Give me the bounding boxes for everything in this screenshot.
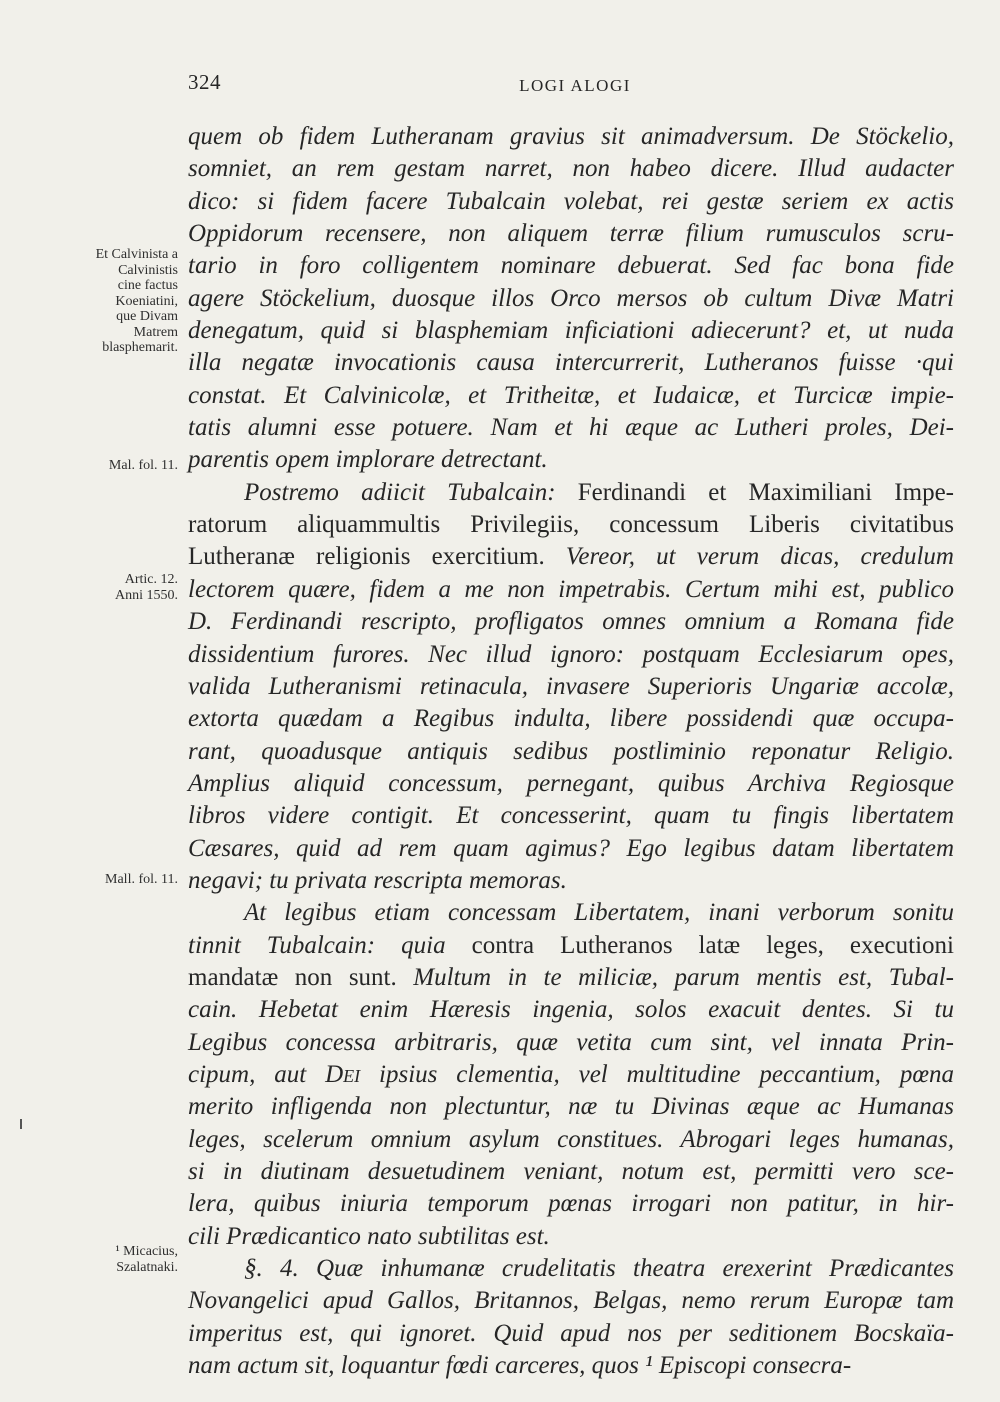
text-line xyxy=(188,347,954,379)
text-segment: extorta quædam a Regibus indulta, libere possidendi quæ occupa- xyxy=(188,705,954,733)
margin-note-artic xyxy=(50,572,178,603)
text-segment: merito infligenda non plectuntur, næ tu Divinas æque ac Humanas xyxy=(188,1093,954,1121)
text-line xyxy=(188,833,954,865)
text-line xyxy=(188,1285,954,1317)
text-line xyxy=(188,477,954,509)
text-line xyxy=(188,897,954,929)
margin-note-footnote xyxy=(50,1244,178,1275)
text-segment: Novangelici apud Gallos, Britannos, Belgas, nemo rerum Europæ tam xyxy=(188,1287,954,1315)
text-segment: Cæsares, quid ad rem quam agimus? Ego legibus datam libertatem xyxy=(188,834,954,862)
text-line xyxy=(188,1156,954,1188)
text-segment: constat. Et Calvinicolæ, et Tritheitæ, et Iudaicæ, et Turcicæ impie- xyxy=(188,381,954,409)
text-line xyxy=(188,1221,954,1253)
page-number: 324 xyxy=(188,70,221,94)
text-segment: ratorum aliquammultis Privilegiis, concessum Liberis civitatibus xyxy=(188,511,954,539)
text-segment: negavi; tu privata rescripta memoras. xyxy=(188,866,567,894)
text-line xyxy=(188,671,954,703)
text-segment: ipsius clementia, vel multitudine peccantium, pœna xyxy=(360,1060,954,1088)
text-line xyxy=(188,509,954,541)
margin-note-line: Szalatnaki. xyxy=(116,1259,178,1275)
stray-ink-mark xyxy=(20,1119,22,1129)
margin-note-mall-fol xyxy=(50,872,178,888)
running-title: LOGI ALOGI xyxy=(519,76,631,95)
text-line xyxy=(188,1091,954,1123)
margin-note-mal-fol xyxy=(50,458,178,474)
text-segment: tatis alumni esse potuere. Nam et hi æque ac Lutheri proles, Dei- xyxy=(188,414,954,442)
text-segment: cipum, aut xyxy=(188,1060,326,1088)
text-segment: denegatum, quid si blasphemiam inficiationi adiecerunt? et, ut nuda xyxy=(188,317,954,345)
text-line xyxy=(188,412,954,444)
text-segment: quem ob fidem Lutheranam gravius sit animadversum. De Stöckelio, xyxy=(188,123,954,150)
text-segment: parentis opem implorare detrectant. xyxy=(188,446,548,474)
text-line xyxy=(188,930,954,962)
text-line xyxy=(188,218,954,250)
text-line xyxy=(188,541,954,573)
margin-note-line: Matrem xyxy=(133,324,178,340)
text-segment: Multum in te miliciæ, parum mentis est, Tubal- xyxy=(413,963,954,991)
text-line xyxy=(188,606,954,638)
text-segment: Dei xyxy=(325,1060,361,1088)
text-segment: lectorem quære, fidem a me non impetrabis. Certum mihi est, publico xyxy=(188,575,954,603)
text-line xyxy=(188,315,954,347)
text-line xyxy=(188,639,954,671)
text-line xyxy=(188,444,954,476)
text-line xyxy=(188,380,954,412)
text-line xyxy=(188,994,954,1026)
text-line xyxy=(188,768,954,800)
text-segment: dissidentium furores. Nec illud ignoro: postquam Ecclesiarum opes, xyxy=(188,640,954,668)
text-line xyxy=(188,1188,954,1220)
margin-note-line: Et Calvinista a xyxy=(95,247,178,262)
text-segment: Vereor, ut verum dicas, credulum xyxy=(565,543,954,571)
text-segment: Ferdinandi et Maximiliani Impe- xyxy=(577,478,954,506)
text-line xyxy=(188,1124,954,1156)
text-segment: contra Lutheranos latæ leges, executioni xyxy=(471,931,954,959)
margin-note-line: Anni 1550. xyxy=(115,587,178,603)
text-line xyxy=(188,1027,954,1059)
margin-note-line: que Divam xyxy=(116,309,178,324)
text-line xyxy=(188,703,954,735)
text-line xyxy=(188,574,954,606)
text-line xyxy=(188,962,954,994)
text-segment: At legibus etiam concessam Libertatem, inani verborum sonitu xyxy=(244,899,954,927)
margin-note-line: ¹ Micacius, xyxy=(115,1244,178,1259)
text-segment: dico: si fidem facere Tubalcain volebat, rei gestæ seriem ex actis xyxy=(188,187,954,215)
text-segment: D. Ferdinandi rescripto, profligatos omnes omnium a Romana fide xyxy=(188,608,954,636)
text-line xyxy=(188,1350,954,1382)
margin-note-line: cine factus xyxy=(117,278,178,293)
text-segment: Lutheranæ religionis exercitium. xyxy=(188,543,566,571)
text-line xyxy=(188,121,954,153)
text-line xyxy=(188,1318,954,1350)
margin-note-line: Koeniatini, xyxy=(115,293,178,309)
text-segment: mandatæ non sunt. xyxy=(188,963,414,991)
text-segment: Legibus concessa arbitraris, quæ vetita cum sint, vel innata Prin- xyxy=(188,1028,954,1056)
text-segment: agere Stöckelium, duosque illos Orco mersos ob cultum Divæ Matri xyxy=(188,284,954,312)
margin-note-line: Mal. fol. 11. xyxy=(108,458,178,473)
text-segment: §. 4. Quæ inhumanæ crudelitatis theatra erexerint Prædicantes xyxy=(244,1255,954,1283)
margin-note-line: blasphemarit. xyxy=(102,340,178,355)
text-segment: valida Lutheranismi retinacula, invasere Superioris Ungariæ accolæ, xyxy=(188,672,954,700)
text-segment: cain. Hebetat enim Hæresis ingenia, solos exacuit dentes. Si tu xyxy=(188,996,954,1024)
text-line xyxy=(188,250,954,282)
margin-note-line: Calvinistis xyxy=(118,262,178,278)
text-segment: imperitus est, qui ignoret. Quid apud nos per seditionem Bocskaïa- xyxy=(188,1319,954,1347)
text-line xyxy=(188,1253,954,1285)
text-segment: tario in foro colligentem nominare debuerat. Sed fac bona fide xyxy=(188,252,954,280)
text-line xyxy=(188,865,954,897)
text-segment: cili Prædicantico nato subtilitas est. xyxy=(188,1222,550,1250)
text-segment: Postremo adiicit Tubalcain: xyxy=(244,478,578,506)
text-line xyxy=(188,800,954,832)
text-segment: rant, quoadusque antiquis sedibus postliminio reponatur Religio. xyxy=(188,737,954,765)
text-segment: si in diutinam desuetudinem veniant, notum est, permitti vero sce- xyxy=(188,1158,954,1185)
text-segment: lera, quibus iniuria temporum pœnas irrogari non patitur, in hir- xyxy=(188,1190,954,1218)
text-line xyxy=(188,736,954,768)
text-segment: libros videre contigit. Et concesserint, quam tu fingis libertatem xyxy=(188,802,954,830)
text-segment: nam actum sit, loquantur fœdi carceres, quos ¹ Episcopi consecra- xyxy=(188,1352,852,1380)
text-segment: illa negatæ invocationis causa intercurrerit, Lutheranos fuisse ·qui xyxy=(188,349,954,377)
text-line xyxy=(188,153,954,185)
text-segment: Oppidorum recensere, non aliquem terræ filium rumusculos scru- xyxy=(188,220,954,248)
text-segment: Amplius aliquid concessum, pernegant, quibus Archiva Regiosque xyxy=(188,769,954,797)
margin-note-line: Artic. 12. xyxy=(124,572,178,587)
margin-note-calvinista xyxy=(50,247,178,356)
body-text xyxy=(188,121,954,1382)
text-line xyxy=(188,186,954,218)
text-line xyxy=(188,283,954,315)
text-segment: somniet, an rem gestam narret, non habeo dicere. Illud audacter xyxy=(188,155,954,183)
text-line xyxy=(188,1059,954,1091)
text-segment: leges, scelerum omnium asylum constitues. Abrogari leges humanas, xyxy=(188,1125,954,1153)
text-segment: tinnit Tubalcain: quia xyxy=(188,931,472,959)
margin-note-line: Mall. fol. 11. xyxy=(105,872,178,887)
